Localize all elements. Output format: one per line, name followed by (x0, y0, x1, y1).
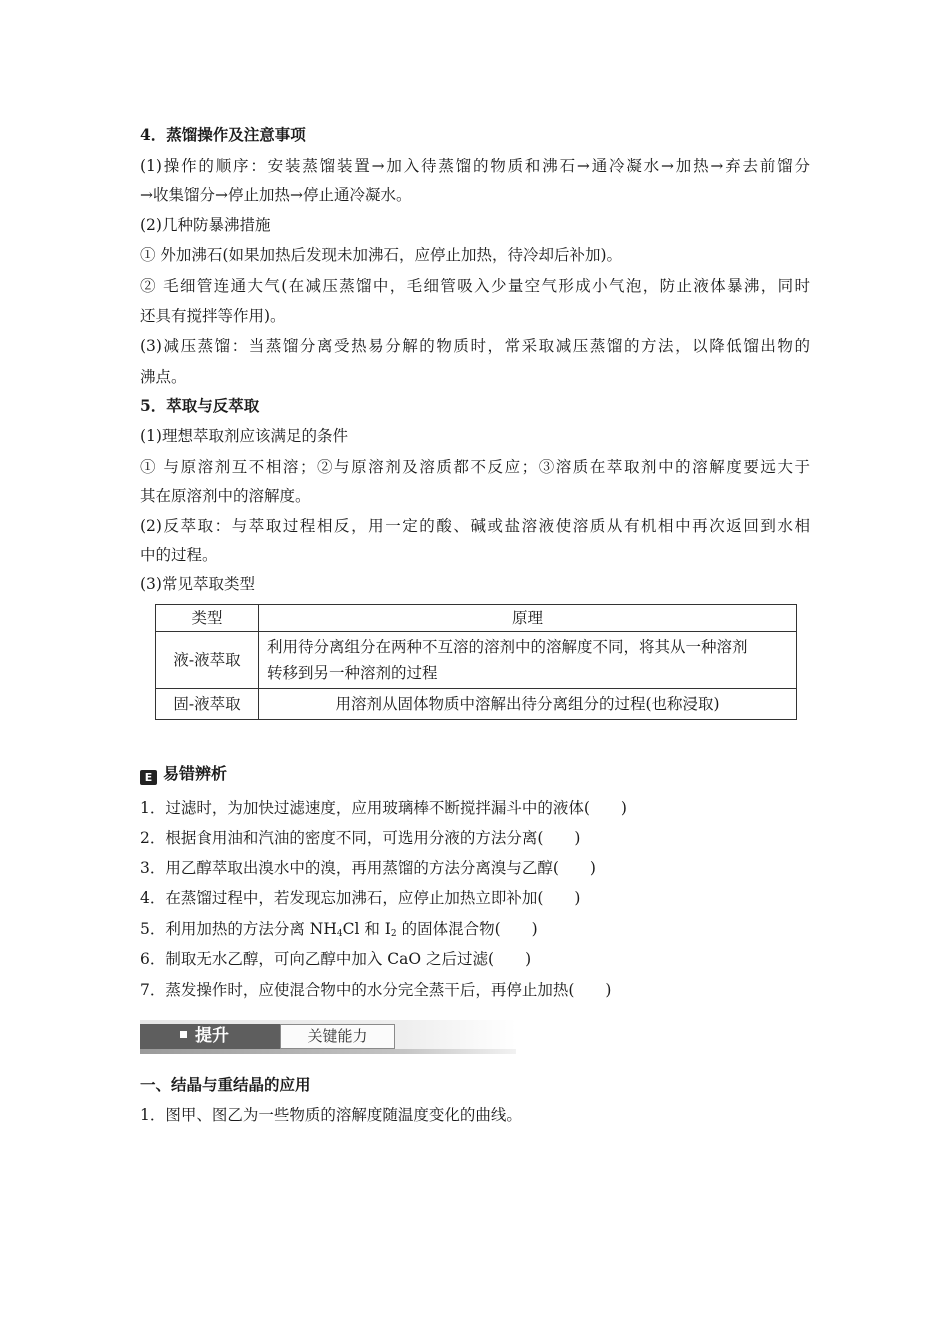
section4-p2: (2)几种防暴沸措施 (140, 216, 271, 234)
error-item-5 (140, 918, 538, 940)
banner-light-tab: 关键能力 (280, 1024, 395, 1049)
section5-p1-item-line1: ① 与原溶剂互不相溶；②与原溶剂及溶质都不反应；③溶质在萃取剂中的溶解度要远大于 (140, 458, 810, 476)
section5-p2-line1: (2)反萃取：与萃取过程相反，用一定的酸、碱或盐溶液使溶质从有机相中再次返回到水相 (140, 517, 810, 535)
error-item-4: 4．在蒸馏过程中，若发现忘加沸石，应停止加热立即补加( ) (140, 889, 581, 907)
banner-dark-tab (140, 1024, 280, 1049)
error-item-2: 2．根据食用油和汽油的密度不同，可选用分液的方法分离( ) (140, 829, 581, 847)
banner-underline (140, 1049, 516, 1054)
section5-p1-item-line2: 其在原溶剂中的溶解度。 (140, 487, 311, 505)
section4-title: 4．蒸馏操作及注意事项 (140, 125, 306, 144)
error-item-5-part: Cl 和 I (342, 920, 391, 938)
error-item-5-part: 5．利用加热的方法分离 NH (140, 920, 337, 938)
error-item-5-subscript: 4 (336, 929, 343, 939)
table-header-type: 类型 (156, 605, 259, 632)
table-cell-principle: 用溶剂从固体物质中溶解出待分离组分的过程(也称浸取) (259, 689, 797, 720)
error-item-1: 1．过滤时，为加快过滤速度，应用玻璃棒不断搅拌漏斗中的液体( ) (140, 799, 627, 817)
extraction-types-table (155, 604, 797, 720)
table-header-principle: 原理 (259, 605, 797, 632)
section-banner (140, 1020, 516, 1054)
table-row (156, 632, 797, 689)
table-cell-principle (259, 632, 797, 689)
table-cell-line: 转移到另一种溶剂的过程 (267, 664, 438, 682)
section4-p3-line1: (3)减压蒸馏：当蒸馏分离受热易分解的物质时，常采取减压蒸馏的方法，以降低馏出物的 (140, 337, 810, 355)
error-analysis-heading (140, 761, 227, 785)
error-item-7: 7．蒸发操作时，应使混合物中的水分完全蒸干后，再停止加热( ) (140, 981, 612, 999)
table-cell-type: 液-液萃取 (156, 632, 259, 689)
section5-title: 5．萃取与反萃取 (140, 396, 260, 415)
apply-section-p1: 1．图甲、图乙为一些物质的溶解度随温度变化的曲线。 (140, 1106, 522, 1124)
section5-p3: (3)常见萃取类型 (140, 575, 255, 593)
table-row (156, 689, 797, 720)
section4-p1-line1: (1)操作的顺序：安装蒸馏装置→加入待蒸馏的物质和沸石→通冷凝水→加热→弃去前馏分 (140, 157, 810, 175)
banner-dark-label: 提升 (195, 1026, 229, 1046)
error-item-6: 6．制取无水乙醇，可向乙醇中加入 CaO 之后过滤( ) (140, 950, 532, 968)
section4-p2-item2-line1: ② 毛细管连通大气(在减压蒸馏中，毛细管吸入少量空气形成小气泡，防止液体暴沸，同时 (140, 277, 810, 295)
section4-p2-item2-line2: 还具有搅拌等作用)。 (140, 307, 286, 325)
error-item-5-part: 的固体混合物( ) (396, 920, 538, 938)
square-bullet-icon (180, 1031, 187, 1038)
section4-p3-line2: 沸点。 (140, 368, 187, 386)
table-header-row (156, 605, 797, 632)
apply-section-title: 一、结晶与重结晶的应用 (140, 1075, 311, 1094)
error-item-3: 3．用乙醇萃取出溴水中的溴，再用蒸馏的方法分离溴与乙醇( ) (140, 859, 596, 877)
error-analysis-icon: E (140, 770, 157, 785)
table-cell-type: 固-液萃取 (156, 689, 259, 720)
error-analysis-title: 易错辨析 (163, 764, 228, 783)
error-item-5-subscript: 2 (390, 929, 397, 939)
section5-p2-line2: 中的过程。 (140, 546, 218, 564)
section5-p1: (1)理想萃取剂应该满足的条件 (140, 427, 348, 445)
section4-p2-item1: ① 外加沸石(如果加热后发现未加沸石，应停止加热，待冷却后补加)。 (140, 246, 623, 264)
table-cell-line: 利用待分离组分在两种不互溶的溶剂中的溶解度不同，将其从一种溶剂 (267, 638, 748, 656)
section4-p1-line2: →收集馏分→停止加热→停止通冷凝水。 (140, 186, 412, 204)
